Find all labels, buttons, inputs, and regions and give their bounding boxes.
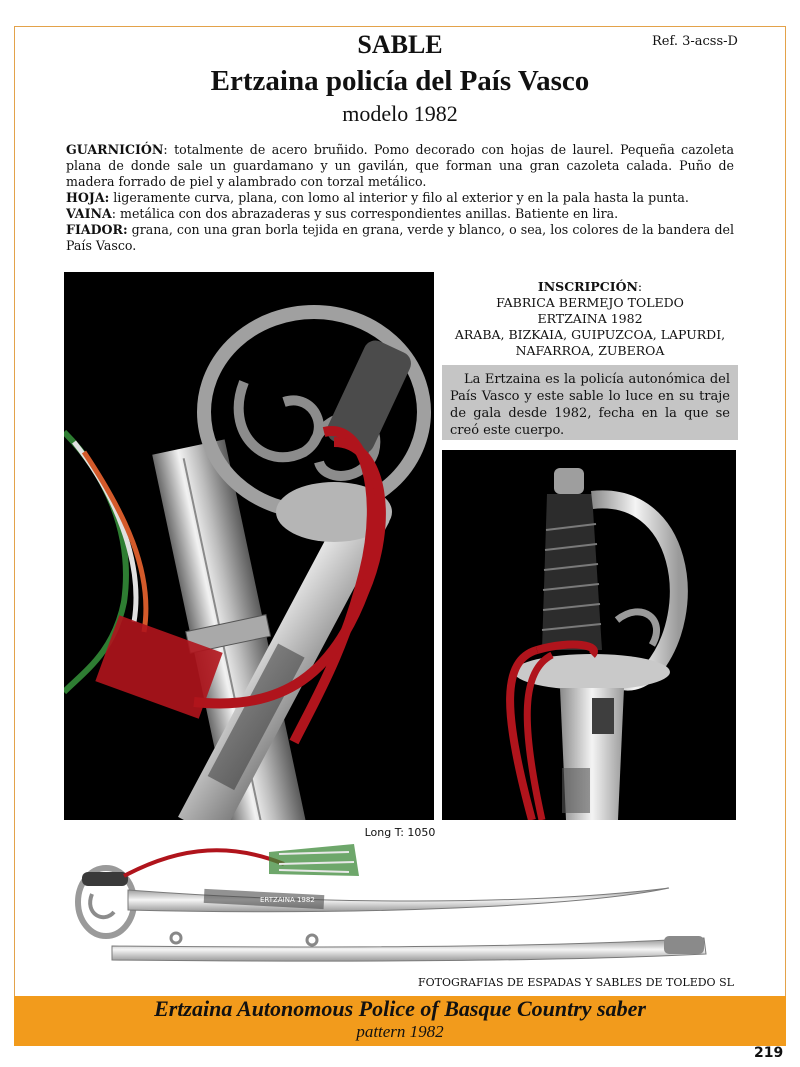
hilt-closeup-illustration: [64, 272, 434, 820]
blade-etching-text: ERTZAINA 1982: [260, 896, 315, 904]
inscription-line: FABRICA BERMEJO TOLEDO: [496, 295, 684, 310]
title-sable: SABLE: [357, 30, 443, 59]
english-title: Ertzaina Autonomous Police of Basque Country saber: [154, 996, 646, 1021]
photo-credit: FOTOGRAFIAS DE ESPADAS Y SABLES DE TOLEDO SL: [418, 976, 734, 989]
inscription-heading: INSCRIPCIÓN:: [537, 279, 643, 294]
title-main: Ertzaina policía del País Vasco: [210, 65, 590, 97]
reference-code: Ref. 3-acss-D: [652, 34, 738, 49]
history-note: La Ertzaina es la policía autonómica del País Vasco y este sable lo luce en su traje de gala desde 1982, fecha en la que se creó este cuerpo.: [442, 365, 738, 440]
full-saber-photo: [64, 824, 736, 994]
hilt-upright-photo: [442, 450, 736, 820]
english-subtitle: pattern 1982: [356, 1022, 444, 1041]
desc-vaina: VAINA: metálica con dos abrazaderas y sus correspondientes anillas. Batiente en lira.: [66, 206, 619, 221]
inscription-line: ARABA, BIZKAIA, GUIPUZCOA, LAPURDI,: [454, 327, 726, 342]
length-label: Long T: 1050: [364, 826, 436, 839]
hilt-upright-illustration: [442, 450, 736, 820]
desc-guarnicion: GUARNICIÓN: totalmente de acero bruñido. Pomo decorado con hojas de laurel. Pequeña cazoleta plana de donde sale un guardamano y un gavilán, que forman una gran cazoleta calada. Puño de madera forrado de piel y alambrado con torzal metálico.: [66, 142, 734, 189]
hilt-closeup-photo: [64, 272, 434, 820]
inscription: [440, 279, 740, 359]
desc-fiador: FIADOR: grana, con una gran borla tejida en grana, verde y blanco, o sea, los colores de la bandera del País Vasco.: [66, 222, 734, 253]
inscription-line: NAFARROA, ZUBEROA: [515, 343, 665, 358]
inscription-line: ERTZAINA 1982: [537, 311, 643, 326]
desc-hoja: HOJA: ligeramente curva, plana, con lomo al interior y filo al exterior y en la pala hasta la punta.: [66, 190, 689, 205]
description: [66, 142, 734, 254]
page-number: 219: [754, 1045, 784, 1061]
title-model: modelo 1982: [342, 101, 458, 126]
full-saber-illustration: [64, 824, 736, 994]
